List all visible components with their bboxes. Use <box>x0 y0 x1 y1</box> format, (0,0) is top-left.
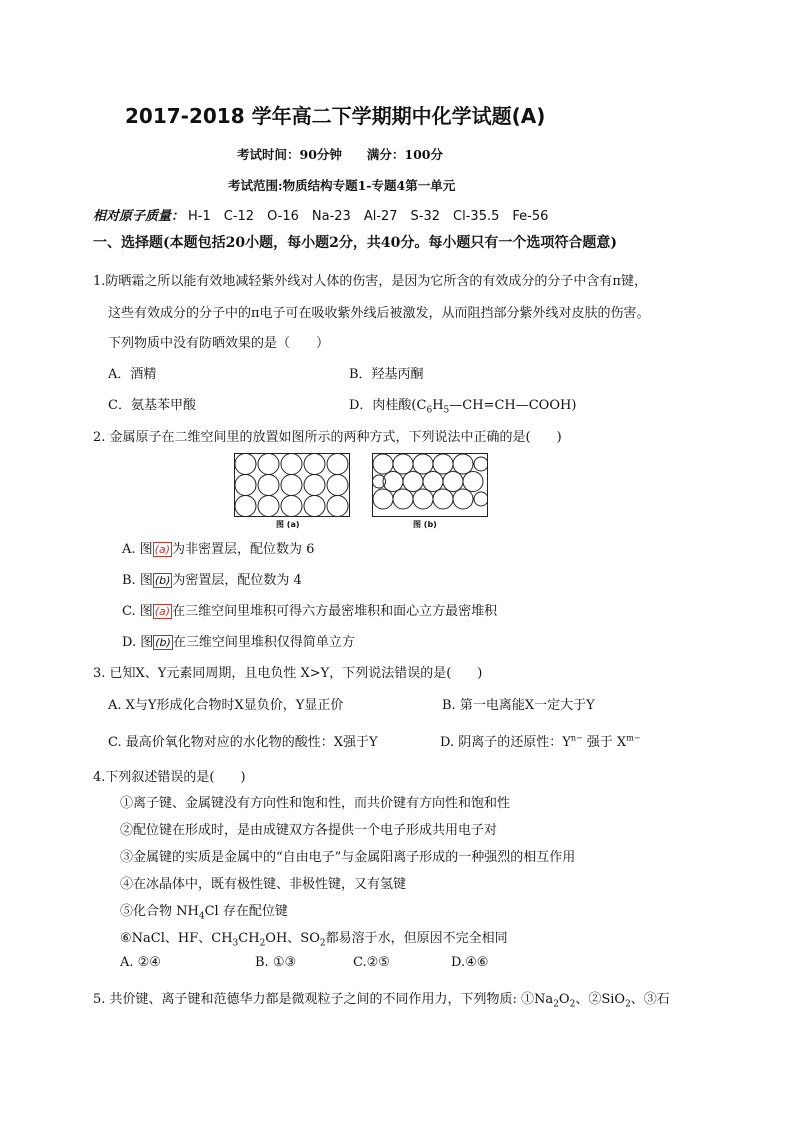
q4-statement-2: ②配位键在形成时，是由成键双方各提供一个电子形成共用电子对 <box>120 823 498 838</box>
q1-option-c: C．氨基苯甲酸 <box>108 398 196 413</box>
q4-statement-1: ①离子键、金属键没有方向性和饱和性，而共价键有方向性和饱和性 <box>120 796 511 811</box>
q4-statement-4: ④在冰晶体中，既有极性键、非极性键，又有氢键 <box>120 877 407 892</box>
q1-stem-line1: 1.防晒霜之所以能有效地减轻紫外线对人体的伤害，是因为它所含的有效成分的分子中含有π键， <box>93 274 647 289</box>
q1-option-b: B．羟基丙酮 <box>349 367 424 382</box>
figure-a-square-packing <box>234 453 350 517</box>
q4-statement-5: ⑤化合物 $NH_4Cl$ 存在配位键 <box>120 904 288 922</box>
q1-stem-line3: 下列物质中没有防晒效果的是（ ） <box>108 336 330 351</box>
atomic-mass-label: 相对原子质量： <box>93 209 185 224</box>
q4-statement-6: ⑥NaCl、HF、$CH_3CH_2OH$、$SO_2$都易溶于水，但原因不完全相同 <box>120 931 508 949</box>
q2-option-c: C. 图 (a) 在三维空间里堆积可得六方最密堆积和面心立方最密堆积 <box>122 604 498 619</box>
exam-title: 2017-2018 学年高二下学期期中化学试题(A) <box>125 104 546 128</box>
q2-option-a: A. 图 (a) 为非密置层，配位数为 6 <box>122 542 315 557</box>
q2-option-d: D. 图 (b) 在三维空间里堆积仅得简单立方 <box>122 635 355 650</box>
atomic-mass-line <box>93 205 548 224</box>
q2-stem: 2. 金属原子在二维空间里的放置如图所示的两种方式，下列说法中正确的是( ) <box>93 430 562 445</box>
q4-option-d: D.④⑥ <box>451 955 489 970</box>
q4-statement-3: ③金属键的实质是金属中的“自由电子”与金属阳离子形成的一种强烈的相互作用 <box>120 850 576 865</box>
q3-option-a: A. X与Y形成化合物时X显负价，Y显正价 <box>108 698 344 713</box>
q3-stem: 3. 已知X、Y元素同周期，且电负性 X>Y，下列说法错误的是( ) <box>93 666 483 681</box>
q1-option-a: A．酒精 <box>108 367 157 382</box>
q5-stem: 5. 共价键、离子键和范德华力都是微观粒子之间的不同作用力，下列物质: $①Na_2O_2$、②SiO$_2$、③石 <box>93 992 670 1010</box>
exam-time-score: 考试时间：90分钟 满分：100分 <box>237 147 443 162</box>
q2-option-b: B. 图 (b) 为密置层，配位数为 4 <box>122 573 302 588</box>
q4-option-a: A. ②④ <box>120 955 161 970</box>
q3-option-b: B. 第一电离能X一定大于Y <box>442 698 595 713</box>
q4-stem: 4.下列叙述错误的是( ) <box>93 770 246 785</box>
exam-scope: 考试范围:物质结构专题1-专题4第一单元 <box>228 178 456 193</box>
q1-stem-line2: 这些有效成分的分子中的π电子可在吸收紫外线后被激发，从而阻挡部分紫外线对皮肤的伤害。 <box>108 306 650 321</box>
q3-option-c: C. 最高价氧化物对应的水化物的酸性：X强于Y <box>108 735 378 750</box>
figure-a-caption: 图 (a) <box>276 520 300 529</box>
figure-b-caption: 图 (b) <box>413 520 437 529</box>
figure-b-hexagonal-packing <box>372 453 488 517</box>
q4-option-b: B. ①③ <box>255 955 297 970</box>
q1-option-d: D．肉桂酸$(C_6H_5—CH=CH—COOH)$ <box>349 398 577 416</box>
q4-option-c: C.②⑤ <box>353 955 390 970</box>
atomic-mass-values: H-1 C-12 O-16 Na-23 Al-27 S-32 Cl-35.5 Fe-56 <box>188 209 549 224</box>
section-heading: 一、选择题(本题包括20小题，每小题2分，共40分。每小题只有一个选项符合题意) <box>93 235 617 251</box>
q3-option-d: D. 阴离子的还原性：$Y^{n-}$ 强于 $X^{m-}$ <box>440 733 641 750</box>
